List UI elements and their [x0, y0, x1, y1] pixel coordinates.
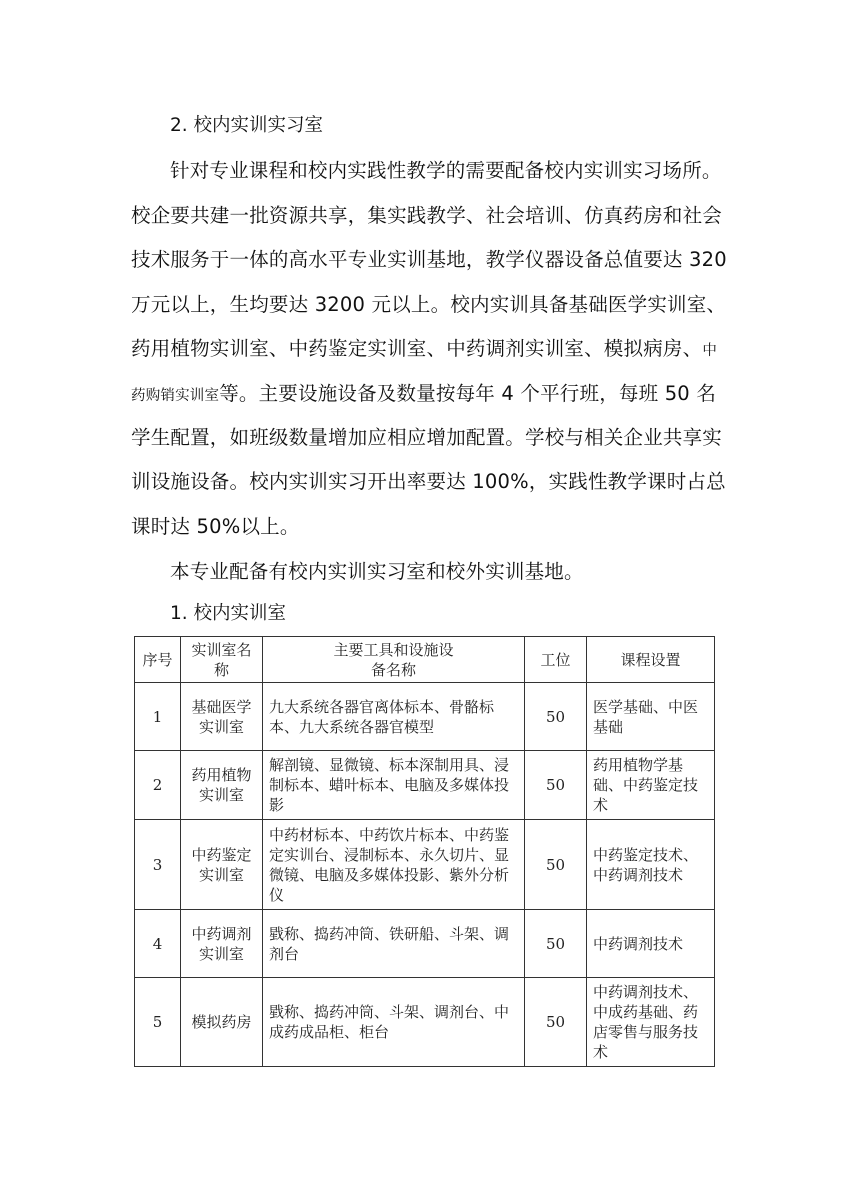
paragraph-line	[131, 380, 721, 410]
header-courses: 课程设置	[587, 637, 715, 683]
paragraph-line: 技术服务于一体的高水平专业实训基地，教学仪器设备总值要达 320	[131, 248, 727, 271]
header-equipment: 主要工具和设施设备名称	[263, 637, 525, 683]
table-row	[135, 751, 715, 820]
cell-courses: 医学基础、中医基础	[587, 683, 715, 751]
paragraph-line-tail: 中	[702, 343, 718, 359]
paragraph-line-text: 等。主要设施设备及数量按每年 4 个平行班，每班 50 名	[219, 382, 717, 405]
cell-no: 1	[135, 683, 181, 751]
paragraph-line: 万元以上，生均要达 3200 元以上。校内实训具备基础医学实训室、	[131, 293, 727, 316]
paragraph-line: 学生配置，如班级数量增加应相应增加配置。学校与相关企业共享实	[131, 426, 723, 449]
cell-equipment: 中药材标本、中药饮片标本、中药鉴定实训台、浸制标本、永久切片、显微镜、电脑及多媒体投影、紫外分析仪	[263, 820, 525, 910]
table-header-row	[135, 637, 715, 683]
cell-seats: 50	[525, 910, 587, 978]
cell-seats: 50	[525, 820, 587, 910]
cell-room: 基础医学实训室	[181, 683, 263, 751]
header-no: 序号	[135, 637, 181, 683]
paragraph-line: 训设施设备。校内实训实习开出率要达 100%，实践性教学课时占总	[131, 470, 726, 493]
paragraph-line: 针对专业课程和校内实践性教学的需要配备校内实训实习场所。	[170, 159, 722, 182]
cell-courses: 中药鉴定技术、中药调剂技术	[587, 820, 715, 910]
cell-room: 中药鉴定实训室	[181, 820, 263, 910]
cell-room: 模拟药房	[181, 978, 263, 1067]
paragraph-line: 校企要共建一批资源共享，集实践教学、社会培训、仿真药房和社会	[131, 204, 723, 227]
table-row	[135, 820, 715, 910]
paragraph-line: 课时达 50%以上。	[131, 515, 300, 538]
cell-seats: 50	[525, 978, 587, 1067]
cell-room: 药用植物实训室	[181, 751, 263, 820]
cell-equipment: 戥称、捣药冲筒、斗架、调剂台、中成药成品柜、柜台	[263, 978, 525, 1067]
paragraph-line-head: 药购销实训室	[131, 388, 220, 404]
training-room-table	[134, 636, 715, 1067]
section-heading: 2. 校内实训实习室	[170, 115, 324, 136]
cell-courses: 中药调剂技术、中成药基础、药店零售与服务技术	[587, 978, 715, 1067]
paragraph-line-text: 药用植物实训室、中药鉴定实训室、中药调剂实训室、模拟病房、	[131, 337, 703, 360]
cell-equipment: 九大系统各器官离体标本、骨骼标本、九大系统各器官模型	[263, 683, 525, 751]
paragraph-2: 本专业配备有校内实训实习室和校外实训基地。	[170, 560, 584, 583]
table-row	[135, 978, 715, 1067]
cell-no: 2	[135, 751, 181, 820]
header-room: 实训室名称	[181, 637, 263, 683]
paragraph-line	[131, 335, 721, 365]
sub-heading: 1. 校内实训室	[170, 603, 287, 624]
cell-equipment: 戥称、捣药冲筒、铁研船、斗架、调剂台	[263, 910, 525, 978]
cell-courses: 药用植物学基础、中药鉴定技术	[587, 751, 715, 820]
cell-room: 中药调剂实训室	[181, 910, 263, 978]
cell-no: 5	[135, 978, 181, 1067]
cell-no: 3	[135, 820, 181, 910]
header-seats: 工位	[525, 637, 587, 683]
cell-seats: 50	[525, 751, 587, 820]
cell-seats: 50	[525, 683, 587, 751]
table-row	[135, 683, 715, 751]
cell-courses: 中药调剂技术	[587, 910, 715, 978]
cell-equipment: 解剖镜、显微镜、标本深制用具、浸制标本、蜡叶标本、电脑及多媒体投影	[263, 751, 525, 820]
cell-no: 4	[135, 910, 181, 978]
table-row	[135, 910, 715, 978]
